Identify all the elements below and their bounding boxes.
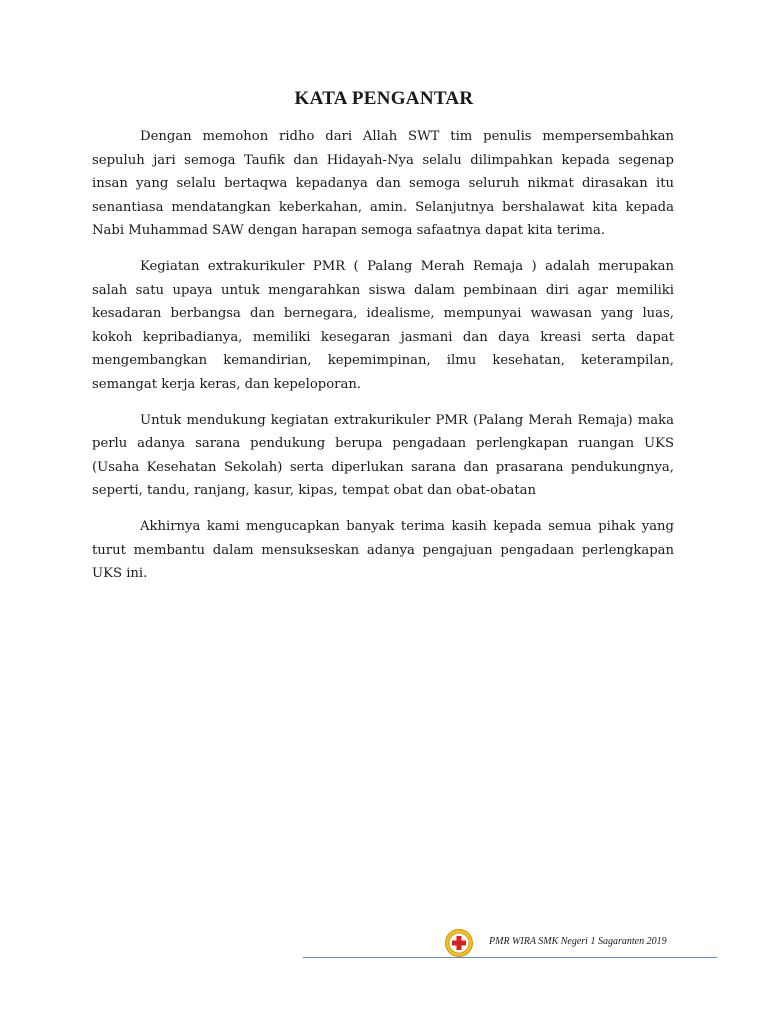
pmr-emblem-icon [444,928,474,958]
paragraph-2: Kegiatan extrakurikuler PMR ( Palang Merah Remaja ) adalah merupakan salah satu upaya untuk mengarahkan siswa dalam pembinaan diri agar memiliki kesadaran berbangsa dan bernegara, idealisme, mempunyai wawasan yang luas, kokoh kepribadianya, memiliki kesegaran jasmani dan daya kreasi serta dapat mengembangkan kemandirian, kepemimpinan, ilmu kesehatan, keterampilan, semangat kerja keras, dan kepeloporan. [92,258,674,392]
page-footer [303,928,717,960]
footer-divider [303,957,717,958]
page-title: KATA PENGANTAR [294,88,474,109]
paragraph-4: Akhirnya kami mengucapkan banyak terima kasih kepada semua pihak yang turut membantu dalam mensukseskan adanya pengajuan pengadaan perlengkapan UKS ini. [92,518,674,582]
footer-text: PMR WIRA SMK Negeri 1 Sagaranten 2019 [489,936,667,947]
document-body [92,125,674,598]
paragraph-1: Dengan memohon ridho dari Allah SWT tim penulis mempersembahkan sepuluh jari semoga Taufik dan Hidayah-Nya selalu dilimpahkan kepada segenap insan yang selalu bertaqwa kepadanya dan semoga seluruh nikmat dirasakan itu senantiasa mendatangkan keberkahan, amin. Selanjutnya bershalawat kita kepada Nabi Muhammad SAW dengan harapan semoga safaatnya dapat kita terima. [92,129,674,239]
paragraph-3: Untuk mendukung kegiatan extrakurikuler PMR (Palang Merah Remaja) maka perlu adanya sarana pendukung berupa pengadaan perlengkapan ruangan UKS (Usaha Kesehatan Sekolah) serta diperlukan sarana dan prasarana pendukungnya, seperti, tandu, ranjang, kasur, kipas, tempat obat dan obat-obatan [92,412,674,499]
